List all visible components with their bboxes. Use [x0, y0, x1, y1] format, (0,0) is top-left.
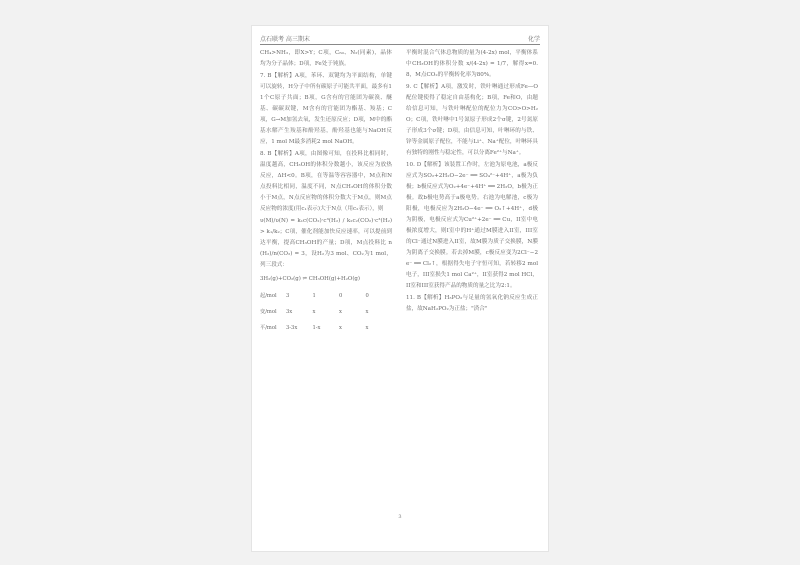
- paragraph: υ(M)/υ(N) = k₁c(CO₂)·c³(H₂) / k₂c₂(CO₂)·c³(H₂) > k₁/k₂；C项，催化剂能加快反应速率，可以提前到达平衡，提高CH₃OH的产量；D项，M点投料比 n(H₂)/n(CO₂) = 3，设H₂为3 mol、CO₂为1 mol，列三段式：: [260, 218, 392, 268]
- table-cell: x: [312, 309, 316, 315]
- paragraph: 11. B【解析】H₃PO₂与足量的氢氧化钠反应生成正盐，故NaH₂PO₂为正盐；"済合": [406, 295, 538, 312]
- table-cell: 起/mol: [260, 293, 277, 299]
- header-right: 化学: [527, 36, 540, 43]
- reaction-equation: 3H₂(g)+CO₂(g) ⇌ CH₃OH(g)+H₂O(g): [260, 276, 360, 282]
- table-cell: 1-x: [312, 325, 321, 331]
- table-cell: x: [339, 309, 342, 315]
- table-cell: x: [339, 325, 342, 331]
- document-page: [252, 26, 548, 551]
- table-cell: 1: [312, 293, 316, 299]
- table-cell: 变/mol: [260, 309, 277, 315]
- table-cell: 3x: [286, 309, 293, 315]
- header-left: 点石联考 高三期末: [260, 36, 310, 43]
- left-column: [260, 48, 392, 336]
- paragraph: 8. B【解析】A项，由图像可知，在投料比相同时，温度越高，CH₃OH的体积分数越小，该反应为放热反应，ΔH<0。B项，在等温等容容器中，M点和N点投料比相同，温度不同，N点CH₃OH的体积分数小于M点，N点反应物的体积分数大于M点，则M点反应物的浓度(用c₁表示)大于N点（用c₂表示），则: [260, 151, 392, 212]
- table-cell: 平/mol: [260, 325, 277, 331]
- table-cell: 3-3x: [286, 325, 298, 331]
- table-cell: 0: [365, 293, 369, 299]
- page-number: 3: [398, 514, 402, 520]
- table-cell: 3: [286, 293, 290, 299]
- paragraph: 10. D【解析】该装置工作时，左池为原电池，a极反应式为SO₂+2H₂O−2e⁻ ══ SO₄²⁻+4H⁺，a极为负极；b极反应式为O₂+4e⁻+4H⁺ ══ 2H₂O，b极为正极。故b极电势高于a极电势。右池为电解池，c极为阳极，电极反应为2H₂O−4e⁻ ══ O₂↑+4H⁺，d极为阴极，电极反应式为Cu²⁺+2e⁻ ══ Cu，II室中电极浓度增大，则I室中的H⁺通过M膜进入II室，III室的Cl⁻通过N膜进入II室，故M膜为质子交换膜，N膜为阴离子交换膜。若去掉M膜，c极反应变为2Cl⁻−2e⁻ ══ Cl₂↑，根据得失电子守恒可知，若转移2 mol电子，III室损失1 mol Ca²⁺，II室获得2 mol HCl，II室和III室获得产品的物质的量之比为2:1。: [406, 162, 538, 289]
- paragraph: 平衡时混合气体总物质的量为(4-2x) mol，平衡体系中CH₃OH的体积分数 x/(4-2x) = 1/7，解得x=0.8，M点CO₂的平衡转化率为80%。: [406, 50, 538, 78]
- paragraph: 9. C【解析】A项，激发时，铁叶啉通过形成Fe—O配位键使得了稳定自由基构化；B项，Fe和O，由题给信息可知，与铁叶啉配位的配位力为CO>O>H₂O；C项，铁叶啉中1号氮原子形成2个σ键，2号氮原子形成3个σ键；D项，由信息可知，叶啉环的与铁、锌等金属原子配位，不能与Li⁺、Na⁺配位，叶啉环具有独特的刚性与稳定性，可以分离Fe²⁺与Na⁺。: [406, 84, 538, 156]
- table-cell: x: [365, 309, 369, 315]
- three-stage-table: [260, 288, 392, 336]
- table-cell: x: [365, 325, 369, 331]
- right-column: [406, 48, 538, 316]
- paragraph: CH₄>NH₃，即X>Y；C项，C₆₀、N₂(同素)，晶体均为分子晶体；D项，Fe处于钝族。: [260, 50, 392, 67]
- paragraph: 7. B【解析】A项，苯环、双键均为平面结构，单键可以旋转，H分子中所有碳原子可能共平面，最多有11个C原子共面；B项，G含有的官能团为碳溴、醚基、碳碳双键，M含有的官能团为酯基、羧基；C项，G→M加氢去氧，发生还原反应；D项，M中的酯基水解产生羧基和酚羟基，酚羟基也能与NaOH反应，1 mol M最多消耗2 mol NaOH。: [260, 73, 392, 145]
- table-cell: 0: [339, 293, 343, 299]
- page-header: [260, 32, 540, 45]
